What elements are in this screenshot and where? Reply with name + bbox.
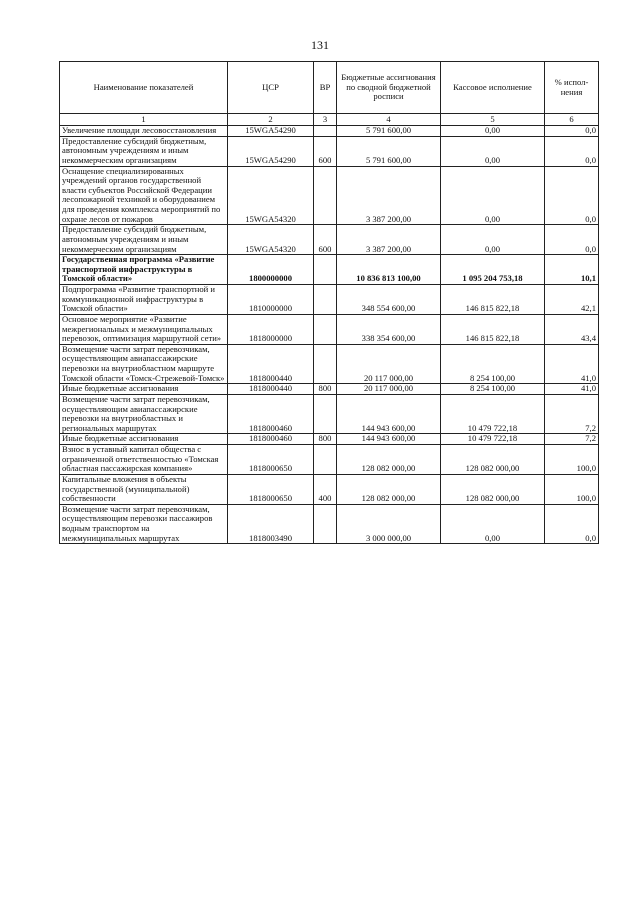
cell-vr: [314, 314, 337, 344]
cell-name: Иные бюджетные ассигнования: [60, 384, 228, 395]
table-row: [60, 225, 599, 255]
column-number: 4: [337, 114, 441, 126]
cell-execution: 0,00: [441, 166, 545, 225]
cell-csr: 1818000440: [228, 344, 314, 384]
cell-vr: [314, 504, 337, 544]
cell-csr: 1818000650: [228, 474, 314, 504]
cell-execution: 1 095 204 753,18: [441, 255, 545, 285]
header-budget: Бюджетные ассигнования по сводной бюджетной росписи: [337, 62, 441, 114]
cell-csr: 15WGA54320: [228, 225, 314, 255]
cell-execution: 8 254 100,00: [441, 344, 545, 384]
cell-csr: 1818000000: [228, 314, 314, 344]
table-row: [60, 314, 599, 344]
cell-execution: 128 082 000,00: [441, 445, 545, 475]
cell-budget: 348 554 600,00: [337, 285, 441, 315]
cell-csr: 15WGA54320: [228, 166, 314, 225]
column-number: 5: [441, 114, 545, 126]
column-number: 6: [545, 114, 599, 126]
table-row: [60, 126, 599, 137]
cell-percent: 100,0: [545, 474, 599, 504]
column-number: 2: [228, 114, 314, 126]
budget-execution-table: [59, 61, 599, 544]
cell-percent: 0,0: [545, 504, 599, 544]
cell-name: Иные бюджетные ассигнования: [60, 434, 228, 445]
cell-vr: [314, 166, 337, 225]
cell-budget: 20 117 000,00: [337, 384, 441, 395]
cell-execution: 0,00: [441, 225, 545, 255]
column-number: 1: [60, 114, 228, 126]
cell-vr: 600: [314, 225, 337, 255]
cell-name: Подпрограмма «Развитие транспортной и коммуникационной инфраструктуры в Томской области»: [60, 285, 228, 315]
cell-vr: 400: [314, 474, 337, 504]
cell-budget: 5 791 600,00: [337, 126, 441, 137]
column-number: 3: [314, 114, 337, 126]
page-number: 131: [311, 38, 329, 52]
header-percent: % испол- нения: [545, 62, 599, 114]
table-row: [60, 285, 599, 315]
table-row: [60, 504, 599, 544]
header-row: [60, 62, 599, 114]
cell-vr: [314, 255, 337, 285]
cell-execution: 10 479 722,18: [441, 394, 545, 434]
cell-budget: 10 836 813 100,00: [337, 255, 441, 285]
table-row: [60, 434, 599, 445]
table-row: [60, 255, 599, 285]
cell-execution: 0,00: [441, 136, 545, 166]
cell-csr: 1810000000: [228, 285, 314, 315]
cell-percent: 42,1: [545, 285, 599, 315]
table-row: [60, 474, 599, 504]
cell-name: Взнос в уставный капитал общества с ограниченной ответственностью «Томская областная пассажирская компания»: [60, 445, 228, 475]
cell-percent: 7,2: [545, 394, 599, 434]
cell-vr: [314, 285, 337, 315]
cell-csr: 1800000000: [228, 255, 314, 285]
cell-vr: [314, 344, 337, 384]
cell-execution: 146 815 822,18: [441, 285, 545, 315]
cell-budget: 3 387 200,00: [337, 225, 441, 255]
table-row: [60, 136, 599, 166]
cell-percent: 0,0: [545, 136, 599, 166]
cell-budget: 338 354 600,00: [337, 314, 441, 344]
cell-vr: [314, 445, 337, 475]
cell-name: Увеличение площади лесовосстановления: [60, 126, 228, 137]
cell-vr: 800: [314, 434, 337, 445]
cell-percent: 0,0: [545, 225, 599, 255]
cell-execution: 146 815 822,18: [441, 314, 545, 344]
cell-csr: 1818000650: [228, 445, 314, 475]
cell-name: Предоставление субсидий бюджетным, автономным учреждениям и иным некоммерческим организациям: [60, 225, 228, 255]
header-csr: ЦСР: [228, 62, 314, 114]
cell-budget: 3 387 200,00: [337, 166, 441, 225]
table-row: [60, 445, 599, 475]
cell-percent: 0,0: [545, 126, 599, 137]
table-row: [60, 394, 599, 434]
cell-csr: 1818000440: [228, 384, 314, 395]
cell-execution: 10 479 722,18: [441, 434, 545, 445]
cell-vr: 600: [314, 136, 337, 166]
cell-name: Государственная программа «Развитие транспортной инфраструктуры в Томской области»: [60, 255, 228, 285]
cell-percent: 0,0: [545, 166, 599, 225]
cell-budget: 5 791 600,00: [337, 136, 441, 166]
cell-budget: 128 082 000,00: [337, 474, 441, 504]
cell-execution: 0,00: [441, 126, 545, 137]
cell-budget: 3 000 000,00: [337, 504, 441, 544]
cell-budget: 144 943 600,00: [337, 394, 441, 434]
cell-csr: 1818000460: [228, 394, 314, 434]
cell-csr: 15WGA54290: [228, 126, 314, 137]
cell-budget: 20 117 000,00: [337, 344, 441, 384]
cell-execution: 128 082 000,00: [441, 474, 545, 504]
header-execution: Кассовое исполнение: [441, 62, 545, 114]
cell-vr: 800: [314, 384, 337, 395]
cell-percent: 7,2: [545, 434, 599, 445]
cell-name: Капитальные вложения в объекты государственной (муниципальной) собственности: [60, 474, 228, 504]
table-row: [60, 384, 599, 395]
cell-vr: [314, 394, 337, 434]
cell-name: Возмещение части затрат перевозчикам, осуществляющим авиапассажирские перевозки на внутриобластном маршруте Томской области «Томск-Стрежевой-Томск»: [60, 344, 228, 384]
table-row: [60, 166, 599, 225]
column-number-row: [60, 114, 599, 126]
cell-execution: 8 254 100,00: [441, 384, 545, 395]
table-row: [60, 344, 599, 384]
header-vr: ВР: [314, 62, 337, 114]
cell-percent: 43,4: [545, 314, 599, 344]
cell-budget: 128 082 000,00: [337, 445, 441, 475]
cell-percent: 10,1: [545, 255, 599, 285]
cell-percent: 100,0: [545, 445, 599, 475]
cell-vr: [314, 126, 337, 137]
cell-name: Возмещение части затрат перевозчикам, осуществляющим авиапассажирские перевозки на внутриобластных и региональных маршрутах: [60, 394, 228, 434]
header-name: Наименование показателей: [60, 62, 228, 114]
cell-percent: 41,0: [545, 344, 599, 384]
cell-name: Возмещение части затрат перевозчикам, осуществляющим перевозки пассажиров водным транспортом на межмуниципальных маршрутах: [60, 504, 228, 544]
cell-execution: 0,00: [441, 504, 545, 544]
cell-csr: 1818000460: [228, 434, 314, 445]
cell-name: Предоставление субсидий бюджетным, автономным учреждениям и иным некоммерческим организациям: [60, 136, 228, 166]
cell-percent: 41,0: [545, 384, 599, 395]
cell-budget: 144 943 600,00: [337, 434, 441, 445]
cell-name: Оснащение специализированных учреждений органов государственной власти субъектов Российской Федерации лесопожарной техникой и оборудованием для проведения комплекса мероприятий по охране лесов от пожаров: [60, 166, 228, 225]
cell-csr: 15WGA54290: [228, 136, 314, 166]
cell-csr: 1818003490: [228, 504, 314, 544]
cell-name: Основное мероприятие «Развитие межрегиональных и межмуниципальных перевозок, оптимизация маршрутной сети»: [60, 314, 228, 344]
